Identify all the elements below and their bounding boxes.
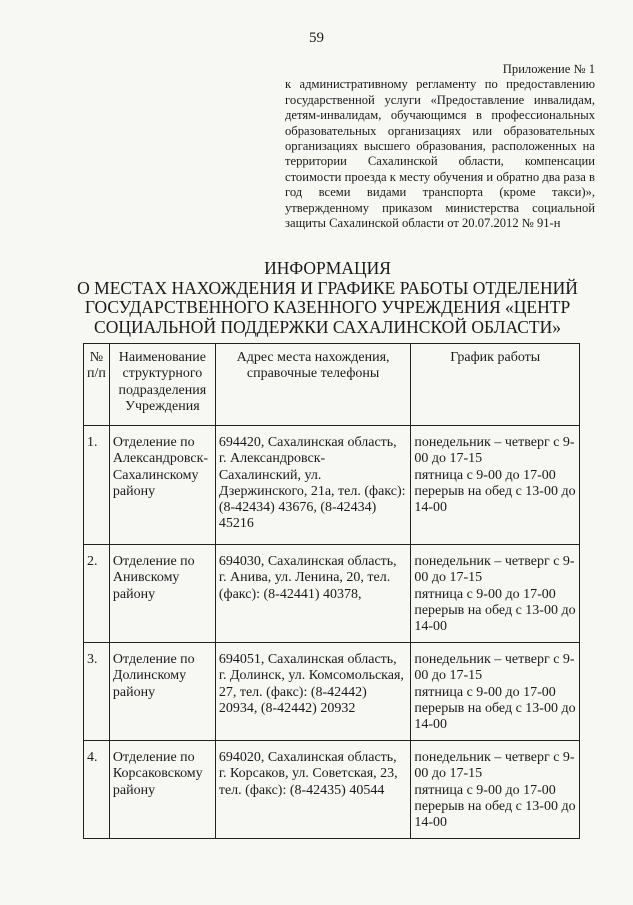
schedule-lunch: перерыв на обед с 13-00 до 14-00 [414, 602, 576, 635]
row-address: 694030, Сахалинская область, г. Анива, ул. Ленина, 20, тел. (факс): (8-42441) 40378, [215, 545, 411, 643]
schedule-lunch: перерыв на обед с 13-00 до 14-00 [414, 700, 576, 733]
row-number: 3. [84, 643, 110, 741]
document-heading [60, 259, 595, 337]
row-name: Отделение по Александровск-Сахалинскому району [109, 426, 215, 545]
table-row [84, 741, 580, 839]
table-header-row [84, 344, 580, 426]
appendix-title: Приложение № 1 [502, 62, 595, 76]
appendix-block [285, 62, 595, 231]
header-name: Наименование структурного подразделения Учреждения [109, 344, 215, 426]
row-address: 694020, Сахалинская область, г. Корсаков, ул. Советская, 23, тел. (факс): (8-42435) 40544 [215, 741, 411, 839]
heading-line-3: ГОСУДАРСТВЕННОГО КАЗЕННОГО УЧРЕЖДЕНИЯ «ЦЕНТР [84, 297, 571, 317]
row-number: 1. [84, 426, 110, 545]
heading-title: ИНФОРМАЦИЯ [264, 258, 391, 278]
row-schedule [411, 545, 580, 643]
header-address: Адрес места нахождения, справочные телефоны [215, 344, 411, 426]
row-address: 694051, Сахалинская область, г. Долинск, ул. Комсомольская, 27, тел. (факс): (8-42442) 20934, (8-42442) 20932 [215, 643, 411, 741]
header-schedule: График работы [411, 344, 580, 426]
schedule-weekdays: понедельник – четверг с 9-00 до 17-15 [414, 435, 575, 467]
page-number: 59 [309, 30, 324, 46]
schedule-lunch: перерыв на обед с 13-00 до 14-00 [414, 798, 576, 831]
row-schedule [411, 643, 580, 741]
appendix-body: к административному регламенту по предоставлению государственной услуги «Предоставление инвалидам, детям-инвалидам, обучающимся в профессиональных образовательных организациях или образовательных организациях высшего образования, расположенных на территории Сахалинской области, компенсации стоимости проезда к месту обучения и обратно два раза в год всеми видами транспорта (кроме такси)», утвержденному приказом министерства социальной защиты Сахалинской области от 20.07.2012 № 91-н [285, 77, 595, 231]
schedule-weekdays: понедельник – четверг с 9-00 до 17-15 [414, 750, 575, 782]
schedule-friday: пятница с 9-00 до 17-00 [414, 684, 556, 700]
table-row [84, 426, 580, 545]
row-number: 4. [84, 741, 110, 839]
schedule-weekdays: понедельник – четверг с 9-00 до 17-15 [414, 652, 575, 684]
schedule-weekdays: понедельник – четверг с 9-00 до 17-15 [414, 554, 575, 586]
row-name: Отделение по Корсаковскому району [109, 741, 215, 839]
row-address: 694420, Сахалинская область, г. Александровск-Сахалинский, ул. Дзержинского, 21а, тел. (факс): (8-42434) 43676, (8-42434) 45216 [215, 426, 411, 545]
schedule-friday: пятница с 9-00 до 17-00 [414, 782, 556, 798]
row-name: Отделение по Долинскому району [109, 643, 215, 741]
table-row [84, 643, 580, 741]
schedule-friday: пятница с 9-00 до 17-00 [414, 586, 556, 602]
row-name: Отделение по Анивскому району [109, 545, 215, 643]
heading-line-4: СОЦИАЛЬНОЙ ПОДДЕРЖКИ САХАЛИНСКОЙ ОБЛАСТИ» [94, 316, 561, 337]
row-schedule [411, 741, 580, 839]
table-row [84, 545, 580, 643]
schedule-friday: пятница с 9-00 до 17-00 [414, 467, 556, 483]
row-number: 2. [84, 545, 110, 643]
heading-line-2: О МЕСТАХ НАХОЖДЕНИЯ И ГРАФИКЕ РАБОТЫ ОТДЕЛЕНИЙ [77, 277, 578, 298]
row-schedule [411, 426, 580, 545]
offices-table [83, 343, 580, 839]
schedule-lunch: перерыв на обед с 13-00 до 14-00 [414, 483, 576, 516]
header-number: № п/п [84, 344, 110, 426]
